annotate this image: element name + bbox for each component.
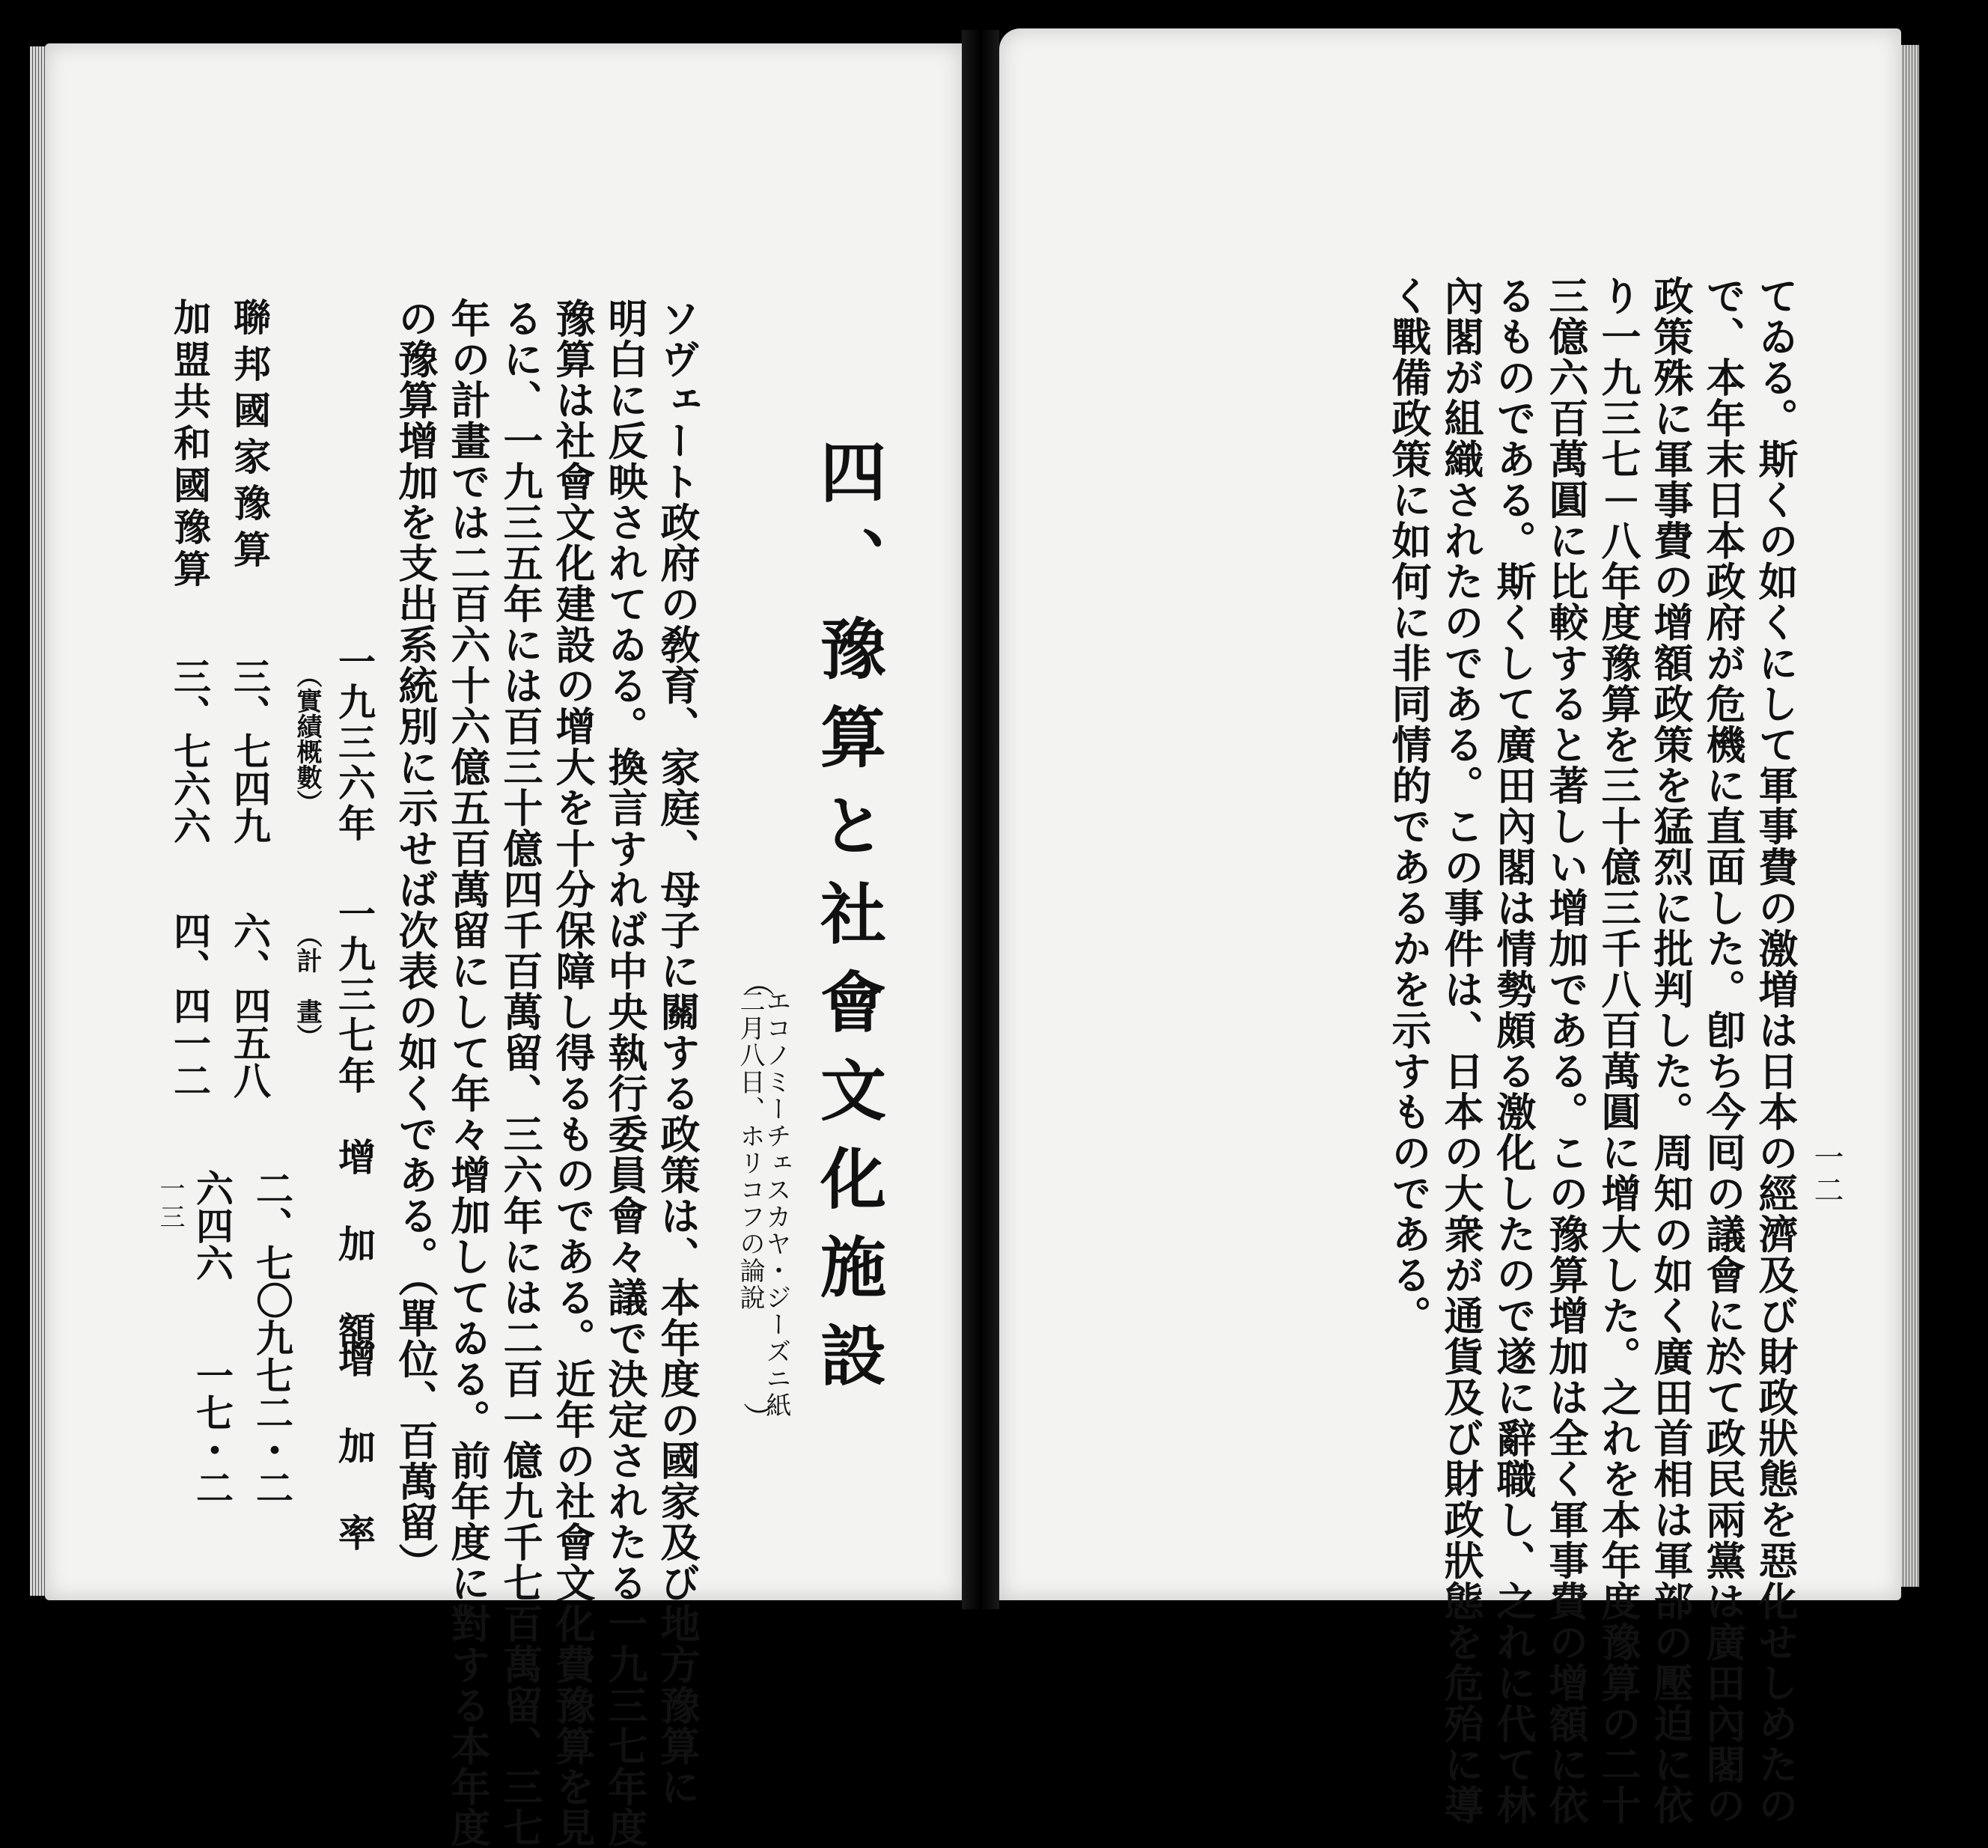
source-paren-close: ︶: [743, 1400, 775, 1437]
table-row-1-label: 聯邦國家豫算: [228, 298, 272, 576]
right-line-7: 內閣が組織されたのである。この事件は、日本の大衆が通貨及び財政狀態を危殆に導: [1438, 275, 1484, 1826]
table-row-1-rate: 七二・二: [250, 1356, 294, 1506]
section-title: 四、豫算と社會文化施設: [810, 438, 888, 1409]
table-row-2-1936: 三、七六六: [168, 657, 212, 844]
right-line-3: 政策殊に軍事費の增額政策を猛烈に批判した。周知の如く廣田首相は軍部の壓迫に依: [1647, 275, 1694, 1826]
table-header-1936: 一九三六年: [332, 642, 376, 844]
right-line-5: 三億六百萬圓に比較すると著しい增加である。この豫算增加は全く軍事費の增額に依: [1543, 275, 1589, 1826]
table-row-2-label: 加盟共和國豫算: [168, 298, 212, 591]
right-line-8: く戰備政策に如何に非同情的であるかを示すものである。: [1385, 275, 1432, 1336]
right-line-1: てゐる。斯くの如くにして軍事費の激増は日本の經濟及び財政狀態を惡化せしめたの: [1752, 275, 1799, 1826]
right-line-4: り一九三七－八年度豫算を三十億三千八百萬圓に增大した。之れを本年度豫算の二十: [1595, 275, 1641, 1826]
table-row-2-amount: 六四六: [190, 1169, 234, 1281]
page-number-right: 一二: [1809, 1141, 1844, 1207]
table-header-increase-amount: 增 加 額: [332, 1138, 376, 1355]
table-row-1-1936: 三、七四九: [228, 657, 272, 844]
table-row-1-amount: 二、七〇九: [250, 1169, 294, 1356]
book-gutter: [962, 30, 999, 1609]
table-header-increase-rate: 增 加 率: [332, 1340, 376, 1557]
table-header-1937-note: （計 畫）: [292, 922, 322, 1049]
source-paren-open: ︵: [743, 964, 775, 1001]
right-line-6: るものである。斯くして廣田內閣は情勢頗る激化したので遂に辭職し、之れに代て林: [1490, 275, 1537, 1826]
table-row-2-rate: 一七・二: [190, 1356, 234, 1506]
source-line-1: エコノミーチェスカヤ・ジーズニ紙: [761, 988, 791, 1419]
body-line-4: るに、一九三五年には百三十億四千百萬留、三六年には二百一億九千七百萬留、三七: [497, 298, 543, 1848]
table-header-1936-note: （實績概數）: [292, 662, 322, 815]
source-line-2: 二月八日、ホリコフの論說: [735, 988, 765, 1311]
book-edge-left: [30, 46, 46, 1596]
book-edge-right: [1900, 45, 1919, 1587]
body-line-2: 明白に反映されてゐる。換言すれば中央執行委員會々議で決定されたる一九三七年度: [602, 298, 648, 1848]
right-line-2: で、本年末日本政府が危機に直面した。卽ち今囘の議會に於て政民兩黨は廣田內閣の: [1700, 275, 1746, 1826]
table-row-2-1937: 四、四一二: [168, 912, 212, 1099]
body-line-5: 年の計畫では二百六十六億五百萬留にして年々增加してゐる。前年度に對する本年度: [445, 298, 491, 1848]
body-line-3: 豫算は社會文化建設の增大を十分保障し得るものである。近年の社會文化費豫算を見: [549, 298, 596, 1848]
table-row-1-1937: 六、四五八: [228, 912, 272, 1099]
page-number-left: 一三: [155, 1175, 185, 1232]
body-line-1: ソヴェート政府の敎育、家庭、母子に關する政策は、本年度の國家及び地方豫算に: [654, 298, 701, 1808]
table-header-1937: 一九三七年: [332, 894, 376, 1097]
body-line-6: の豫算增加を支出系統別に示せば次表の如くである。（單位、百萬留）: [392, 298, 439, 1584]
